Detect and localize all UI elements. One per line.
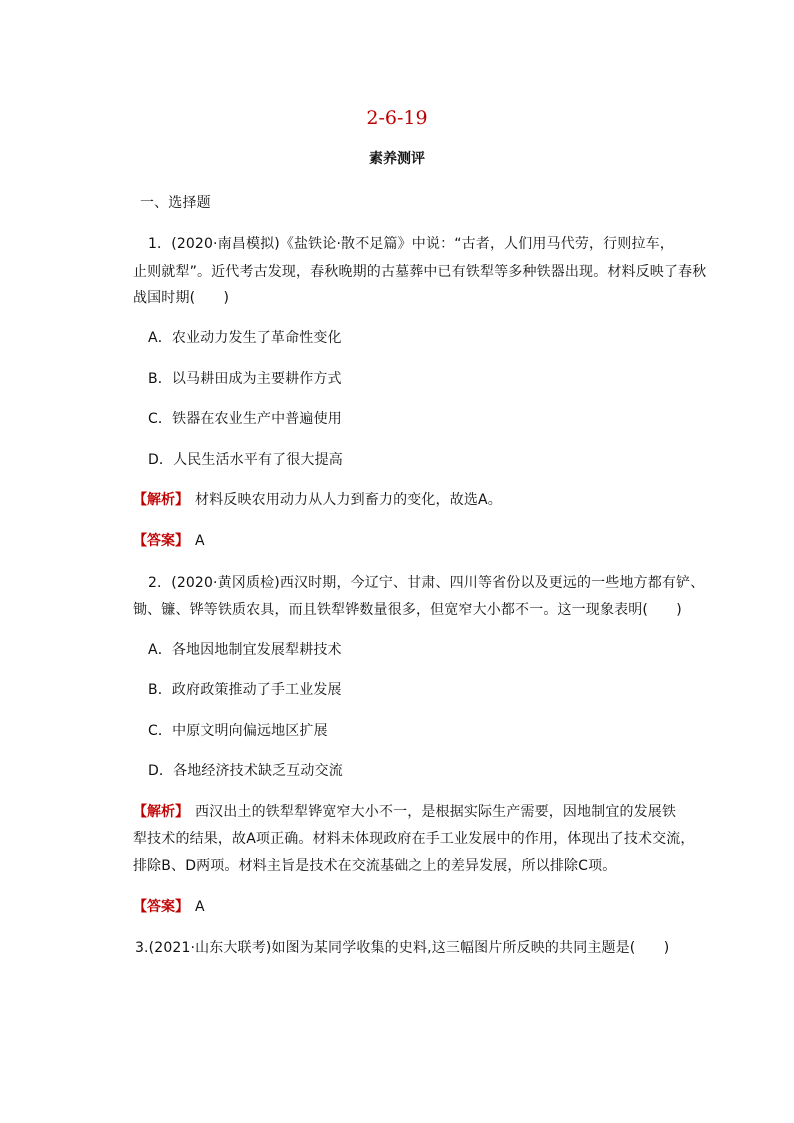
question-2-answer <box>133 899 205 915</box>
analysis-label: 【解析】 <box>133 492 189 508</box>
answer-value: A <box>195 533 205 549</box>
question-2-analysis-line-1 <box>133 804 676 820</box>
question-1-stem-line-3: 战国时期( ) <box>133 290 230 306</box>
question-1-option-a: A．农业动力发生了革命性变化 <box>148 330 342 346</box>
question-1-stem-line-1: 1．(2020·南昌模拟)《盐铁论·散不足篇》中说：“古者，人们用马代劳，行则拉车， <box>148 236 674 252</box>
question-2-option-b: B．政府政策推动了手工业发展 <box>148 682 342 698</box>
answer-label: 【答案】 <box>133 533 189 549</box>
question-2-stem-line-1: 2．(2020·黄冈质检)西汉时期，今辽宁、甘肃、四川等省份以及更远的一些地方都有铲、 <box>148 575 705 591</box>
question-1-stem-line-2: 止则就犁”。近代考古发现，春秋晚期的古墓葬中已有铁犁等多种铁器出现。材料反映了春秋 <box>133 264 707 280</box>
question-1-option-d: D．人民生活水平有了很大提高 <box>148 452 343 468</box>
answer-label: 【答案】 <box>133 899 189 915</box>
question-1-analysis <box>133 492 502 508</box>
question-2-option-a: A．各地因地制宜发展犁耕技术 <box>148 642 342 658</box>
question-2-stem-line-2: 锄、镰、铧等铁质农具，而且铁犁铧数量很多，但宽窄大小都不一。这一现象表明( ) <box>133 602 682 618</box>
question-2-option-c: C．中原文明向偏远地区扩展 <box>148 723 328 739</box>
analysis-text: 材料反映农用动力从人力到畜力的变化，故选A。 <box>195 492 502 508</box>
exercise-code: 2-6-19 <box>366 107 428 129</box>
section-subtitle: 素养测评 <box>369 151 425 167</box>
question-2-option-d: D．各地经济技术缺乏互动交流 <box>148 763 343 779</box>
question-2-analysis-line-3: 排除B、D两项。材料主旨是技术在交流基础之上的差异发展，所以排除C项。 <box>133 858 617 874</box>
question-1-answer <box>133 533 205 549</box>
answer-value: A <box>195 899 205 915</box>
question-1-option-c: C．铁器在农业生产中普遍使用 <box>148 411 342 427</box>
question-2-analysis-line-2: 犁技术的结果，故A项正确。材料未体现政府在手工业发展中的作用，体现出了技术交流， <box>133 831 695 847</box>
question-1-option-b: B．以马耕田成为主要耕作方式 <box>148 371 342 387</box>
analysis-text: 西汉出土的铁犁犁铧宽窄大小不一，是根据实际生产需要，因地制宜的发展铁 <box>195 804 677 820</box>
analysis-label: 【解析】 <box>133 804 189 820</box>
section-title: 一、选择题 <box>140 195 211 211</box>
question-3-stem: 3.(2021·山东大联考)如图为某同学收集的史料,这三幅图片所反映的共同主题是( ) <box>135 940 670 956</box>
